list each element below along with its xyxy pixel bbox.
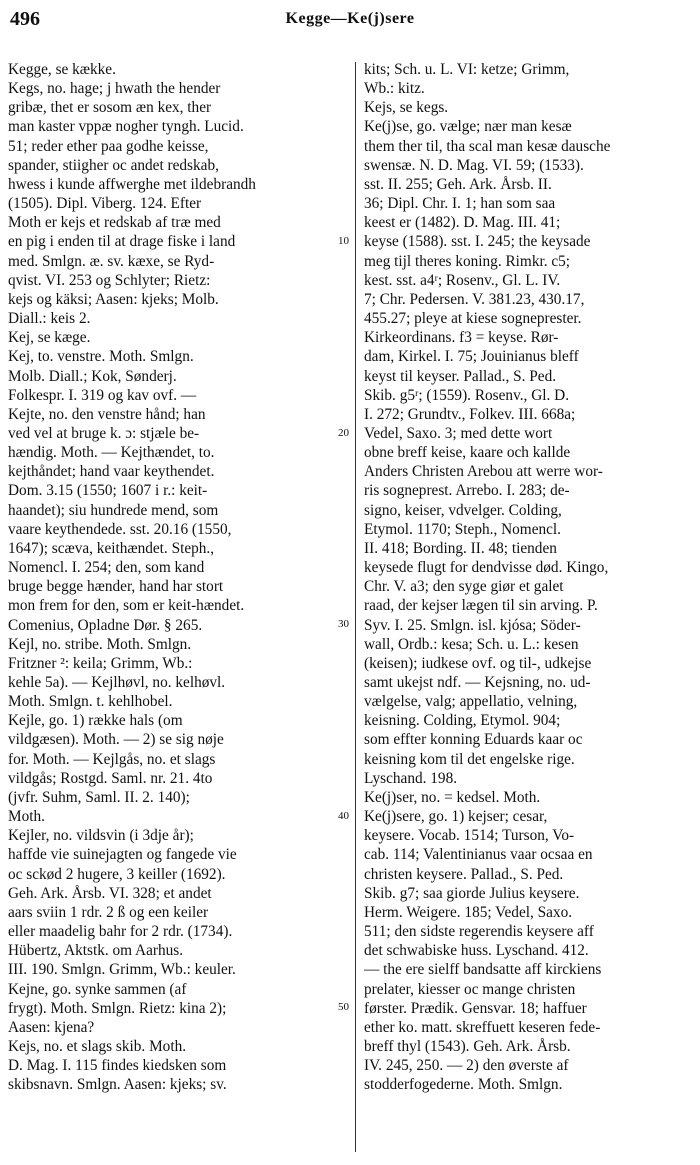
text-line: Kejs, se kegs. — [364, 99, 449, 117]
text-line: Kegge, se kække. — [8, 61, 116, 78]
text-line: wall, Ordb.: kesa; Sch. u. L.: kesen — [364, 635, 579, 653]
text-line: 36; Dipl. Chr. I. 1; han som saa — [364, 195, 556, 213]
text-line: mon frem for den, som er keit-hændet. — [8, 597, 245, 615]
text-line: vaare keythendede. sst. 20.16 (1550, — [8, 520, 232, 538]
text-line: ether ko. matt. skreffuett keseren fede- — [364, 1018, 601, 1036]
text-line: kest. sst. a4ʳ; Rosenv., Gl. L. IV. — [364, 271, 561, 289]
text-line: prelater, kiesser oc mange christen — [364, 980, 576, 998]
text-line: (jvfr. Suhm, Saml. II. 2. 140); — [8, 788, 190, 806]
text-line: Kejs, no. et slags skib. Moth. — [8, 1037, 187, 1055]
text-line: førster. Prædik. Gensvar. 18; haffuer — [364, 999, 587, 1017]
text-line: Kegs, no. hage; j hwath the hender — [8, 80, 221, 98]
text-line: ved vel at bruge k. ɔ: stjæle be- — [8, 424, 200, 442]
text-line: dam, Kirkel. I. 75; Jouinianus bleff — [364, 348, 579, 366]
text-line: II. 418; Bording. II. 48; tienden — [364, 539, 557, 557]
column-divider — [355, 62, 356, 1152]
text-line: obne breff keise, kaare och kallde — [364, 444, 571, 462]
text-line: qvist. VI. 253 og Schlyter; Rietz: — [8, 271, 211, 289]
text-line: Moth. Smlgn. t. kehlhobel. — [8, 693, 173, 711]
text-line: Chr. V. a3; den syge giør et galet — [364, 578, 564, 596]
text-line: Kejne, go. synke sammen (af — [8, 980, 187, 998]
text-line: som effter konning Eduards kaar oc — [364, 731, 583, 749]
text-line: (1505). Dipl. Viberg. 124. Efter — [8, 195, 202, 213]
text-line: keyst til keyser. Pallad., S. Ped. — [364, 367, 557, 385]
text-line: for. Moth. — Kejlgås, no. et slags — [8, 750, 216, 768]
text-line: Vedel, Saxo. 3; med dette wort — [364, 424, 553, 442]
text-line: Aasen: kjena? — [8, 1018, 95, 1036]
text-line: — the ere sielff bandsatte aff kirckiens — [364, 961, 602, 979]
text-line: samt ukejst ndf. — Kejsning, no. ud- — [364, 674, 591, 691]
text-line: vildgæsen). Moth. — 2) se sig nøje — [8, 731, 224, 749]
text-line: Kirkeordinans. f3 = keyse. Rør- — [364, 329, 559, 347]
text-line: D. Mag. I. 115 findes kiedsken som — [8, 1057, 227, 1075]
text-line: sst. II. 255; Geh. Ark. Årsb. II. — [364, 175, 552, 193]
line-number: 10 — [338, 235, 349, 248]
text-line: Diall.: keis 2. — [8, 310, 91, 328]
text-line: them ther til, tha scal man kesæ dausche — [364, 137, 611, 155]
text-line: christen keysere. Pallad., S. Ped. — [364, 865, 564, 883]
text-line: keysede flugt for dendvisse død. Kingo, — [364, 559, 609, 577]
text-line: (keisen); iudkese ovf. og til-, udkejse — [364, 654, 592, 672]
text-line: Ke(j)se, go. vælge; nær man kesæ — [364, 118, 572, 136]
text-line: keisning. Colding, Etymol. 904; — [364, 712, 561, 730]
text-line: 7; Chr. Pedersen. V. 381.23, 430.17, — [364, 290, 585, 308]
text-line: Etymol. 1170; Steph., Nomencl. — [364, 520, 561, 538]
text-line: Dom. 3.15 (1550; 1607 i r.: keit- — [8, 482, 208, 500]
text-line: keysere. Vocab. 1514; Turson, Vo- — [364, 827, 575, 845]
line-number: 50 — [338, 1001, 349, 1014]
text-line: Ke(j)ser, no. = kedsel. Moth. — [364, 788, 541, 806]
text-line: Kejl, no. stribe. Moth. Smlgn. — [8, 635, 192, 653]
text-line: eller maadelig bahr for 2 rdr. (1734). — [8, 923, 233, 941]
text-line: med. Smlgn. æ. sv. kæxe, se Ryd- — [8, 252, 215, 270]
text-line: 1647); scæva, keithændet. Steph., — [8, 539, 215, 557]
text-line: Skib. g5ʳ; (1559). Rosenv., Gl. D. — [364, 386, 570, 404]
text-line: Ke(j)sere, go. 1) kejser; cesar, — [364, 808, 548, 826]
text-line: hændig. Moth. — Kejthændet, to. — [8, 444, 215, 462]
text-line: en pig i enden til at drage fiske i land — [8, 233, 236, 251]
line-number: 20 — [338, 426, 349, 439]
text-line: haffde vie suinejagten og fangede vie — [8, 846, 237, 864]
text-line: keisning kom til det engelske rige. — [364, 750, 575, 768]
text-line: Comenius, Opladne Dør. § 265. — [8, 616, 203, 634]
text-line: breff thyl (1543). Geh. Ark. Årsb. — [364, 1037, 571, 1055]
text-line: hwess i kunde affwerghe met ildebrandh — [8, 175, 256, 193]
text-line: swensæ. N. D. Mag. VI. 59; (1533). — [364, 156, 584, 174]
text-line: Molb. Diall.; Kok, Sønderj. — [8, 367, 177, 385]
text-line: 455.27; pleye at kiese sogneprester. — [364, 310, 582, 328]
text-line: IV. 245, 250. — 2) den øverste af — [364, 1057, 569, 1075]
text-line: I. 272; Grundtv., Folkev. III. 668a; — [364, 405, 576, 423]
text-line: Kej, se kæge. — [8, 329, 91, 347]
line-number: 30 — [338, 618, 349, 631]
text-line: kits; Sch. u. L. VI: ketze; Grimm, — [364, 61, 570, 78]
page-number: 496 — [10, 8, 40, 30]
text-line: Folkespr. I. 319 og kav ovf. — — [8, 386, 197, 404]
text-line: skibsnavn. Smlgn. Aasen: kjeks; sv. — [8, 1076, 227, 1094]
text-line: man kaster vppæ nogher tyngh. Lucid. — [8, 118, 244, 136]
running-title: Kegge—Ke(j)sere — [285, 10, 415, 27]
text-line: gribæ, thet er sosom æn kex, ther — [8, 99, 212, 117]
text-line: aars sviin 1 rdr. 2 ß og een keiler — [8, 903, 209, 921]
text-line: oc sckød 2 hugere, 3 keiller (1692). — [8, 865, 226, 883]
text-line: 51; reder ether paa godhe keisse, — [8, 137, 209, 155]
text-line: ris sogneprest. Arrebo. I. 283; de- — [364, 482, 570, 500]
text-line: kejthåndet; hand vaar keythendet. — [8, 463, 215, 481]
text-line: Anders Christen Arebou att werre wor- — [364, 463, 603, 481]
text-line: frygt). Moth. Smlgn. Rietz: kina 2); — [8, 999, 227, 1017]
text-line: Syv. I. 25. Smlgn. isl. kjósa; Söder- — [364, 616, 581, 634]
line-number: 40 — [338, 809, 349, 822]
text-line: Nomencl. I. 254; den, som kand — [8, 559, 205, 577]
text-line: Kejle, go. 1) række hals (om — [8, 712, 183, 730]
text-line: Hübertz, Aktstk. om Aarhus. — [8, 942, 184, 960]
text-line: keest er (1482). D. Mag. III. 41; — [364, 214, 561, 232]
text-line: raad, der kejser lægen til sin arving. P. — [364, 597, 598, 615]
text-line: Lyschand. 198. — [364, 769, 458, 787]
text-line: Kejte, no. den venstre hånd; han — [8, 405, 206, 423]
text-line: Kejler, no. vildsvin (i 3dje år); — [8, 827, 194, 845]
text-line: 511; den sidste regerendis keysere aff — [364, 923, 594, 941]
left-column — [8, 60, 348, 1094]
text-line: cab. 114; Valentinianus vaar ocsaa en — [364, 846, 593, 864]
text-line: det schwabiske huss. Lyschand. 412. — [364, 942, 589, 960]
text-line: Moth. — [8, 808, 45, 826]
text-line: Kej, to. venstre. Moth. Smlgn. — [8, 348, 194, 366]
text-line: vælgelse, valg; appellatio, velning, — [364, 693, 578, 711]
text-line: III. 190. Smlgn. Grimm, Wb.: keuler. — [8, 961, 236, 979]
text-line: Herm. Weigere. 185; Vedel, Saxo. — [364, 903, 573, 921]
text-line: kejs og käksi; Aasen: kjeks; Molb. — [8, 290, 219, 308]
text-line: Skib. g7; saa giorde Julius keysere. — [364, 884, 580, 902]
text-line: Moth er kejs et redskab af træ med — [8, 214, 221, 232]
text-line: vildgås; Rostgd. Saml. nr. 21. 4to — [8, 769, 213, 787]
text-line: meg tijl theres koning. Rimkr. c5; — [364, 252, 571, 270]
text-line: Geh. Ark. Årsb. VI. 328; et andet — [8, 884, 212, 902]
text-line: kehle 5a). — Kejlhøvl, no. kelhøvl. — [8, 674, 226, 691]
page-header — [8, 8, 692, 34]
text-line: spander, stiigher oc andet redskab, — [8, 156, 219, 174]
text-line: bruge begge hænder, hand har stort — [8, 578, 224, 596]
text-line: Fritzner ²: keila; Grimm, Wb.: — [8, 654, 193, 672]
text-line: signo, keiser, vdvelger. Colding, — [364, 501, 562, 519]
text-line: stodderfogederne. Moth. Smlgn. — [364, 1076, 563, 1094]
text-line: keyse (1588). sst. I. 245; the keysade — [364, 233, 591, 251]
text-line: Wb.: kitz. — [364, 80, 425, 98]
text-line: haandet); siu hundrede mend, som — [8, 501, 219, 519]
right-column — [364, 60, 694, 1094]
